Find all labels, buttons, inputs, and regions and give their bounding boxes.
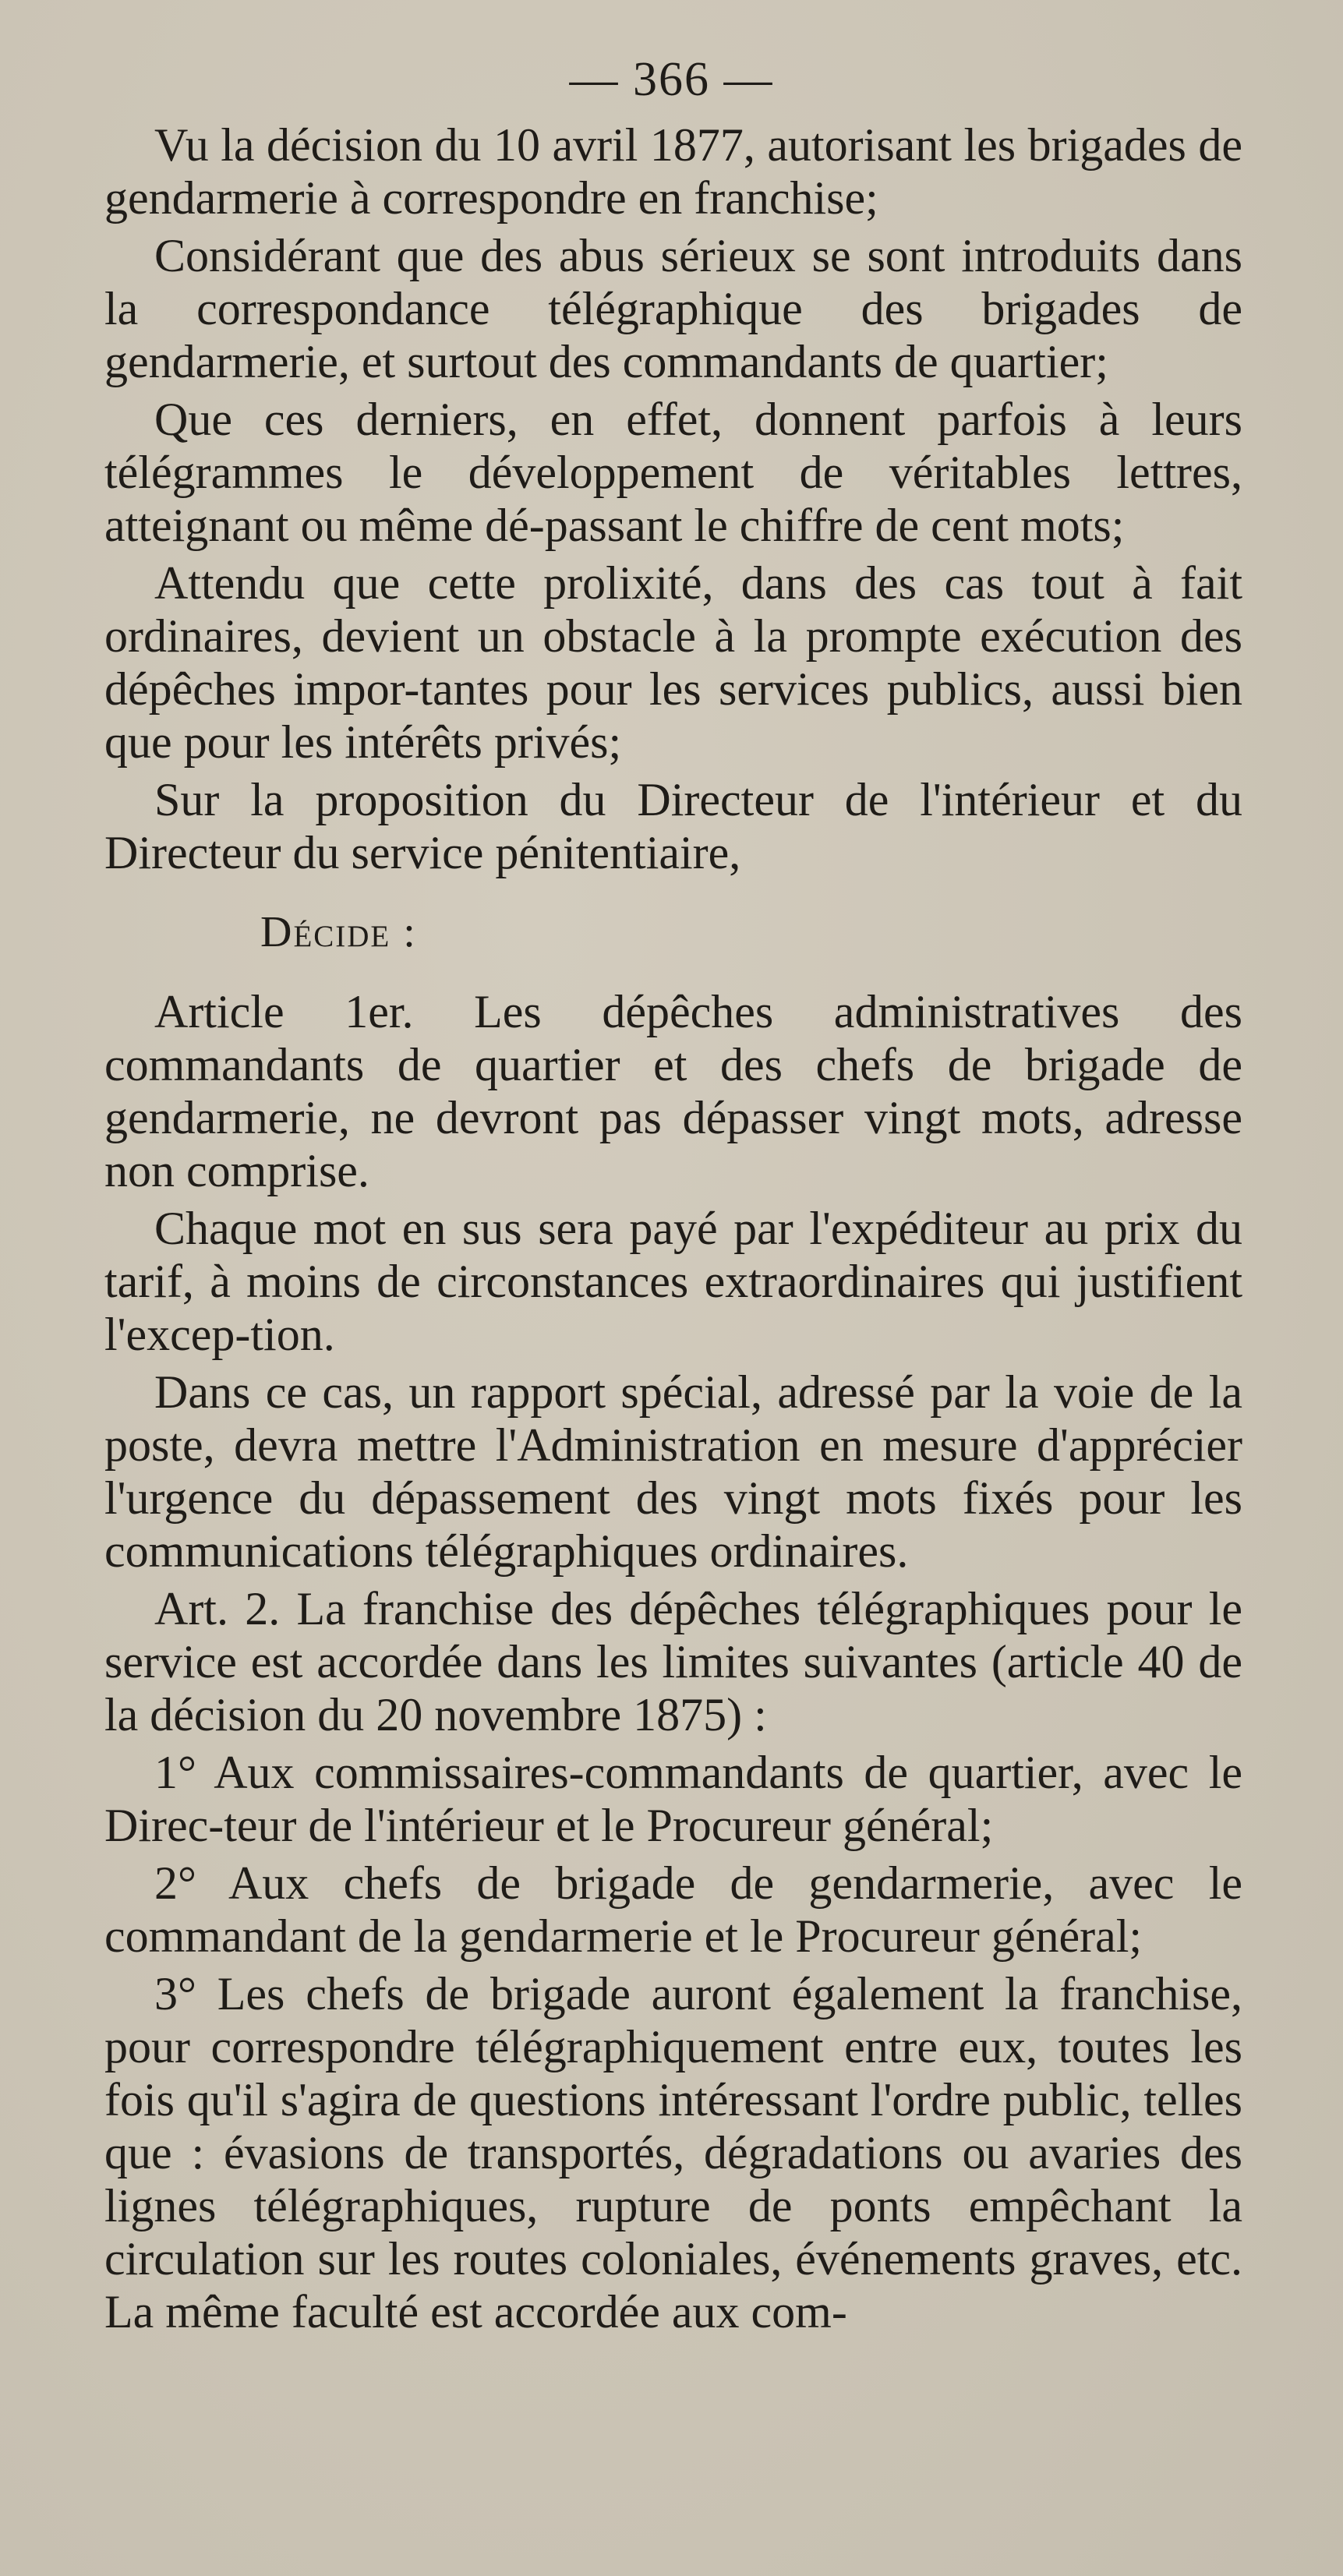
list-item-1: 1° Aux commissaires-commandants de quartier, avec le Direc-teur de l'intérieur et le Procureur général;: [104, 1747, 1242, 1851]
paragraph-que-ces-derniers: Que ces derniers, en effet, donnent parfois à leurs télégrammes le développement de véritables lettres, atteignant ou même dé-passant le chiffre de cent mots;: [104, 394, 1242, 551]
decide-heading: Décide :: [260, 908, 417, 956]
article-1-paragraph-2: Chaque mot en sus sera payé par l'expéditeur au prix du tarif, à moins de circonstances extraordinaires qui justifient l'excep-tion.: [104, 1203, 1242, 1360]
paragraph-vu: Vu la décision du 10 avril 1877, autorisant les brigades de gendarmerie à correspondre en franchise;: [104, 119, 1242, 224]
list-item-2: 2° Aux chefs de brigade de gendarmerie, avec le commandant de la gendarmerie et le Procureur général;: [104, 1857, 1242, 1962]
paragraph-attendu: Attendu que cette prolixité, dans des cas tout à fait ordinaires, devient un obstacle à la prompte exécution des dépêches impor-tantes pour les services publics, aussi bien que pour les intérêts privés;: [104, 557, 1242, 768]
paragraph-sur-la-proposition: Sur la proposition du Directeur de l'intérieur et du Directeur du service pénitentiaire,: [104, 774, 1242, 878]
paragraph-considerant: Considérant que des abus sérieux se sont introduits dans la correspondance télégraphique des brigades de gendarmerie, et surtout des commandants de quartier;: [104, 230, 1242, 387]
body-text: [104, 118, 1242, 2343]
list-item-3: 3° Les chefs de brigade auront également la franchise, pour correspondre télégraphiquement entre eux, toutes les fois qu'il s'agira de questions intéressant l'ordre public, telles que : évasions de transportés, dégradations ou avaries des lignes télégraphiques, rupture de ponts empêchant la circulation sur les routes coloniales, événements graves, etc. La même faculté est accordée aux com-: [104, 1968, 1242, 2337]
article-1-paragraph-3: Dans ce cas, un rapport spécial, adressé par la voie de la poste, devra mettre l'Administration en mesure d'apprécier l'urgence du dépassement des vingt mots fixés pour les communications télégraphiques ordinaires.: [104, 1366, 1242, 1577]
article-1: Article 1er. Les dépêches administratives des commandants de quartier et des chefs de brigade de gendarmerie, ne devront pas dépasser vingt mots, adresse non comprise.: [104, 986, 1242, 1196]
page-number: — 366 —: [569, 53, 774, 106]
article-2: Art. 2. La franchise des dépêches télégraphiques pour le service est accordée dans les limites suivantes (article 40 de la décision du 20 novembre 1875) :: [104, 1583, 1242, 1740]
